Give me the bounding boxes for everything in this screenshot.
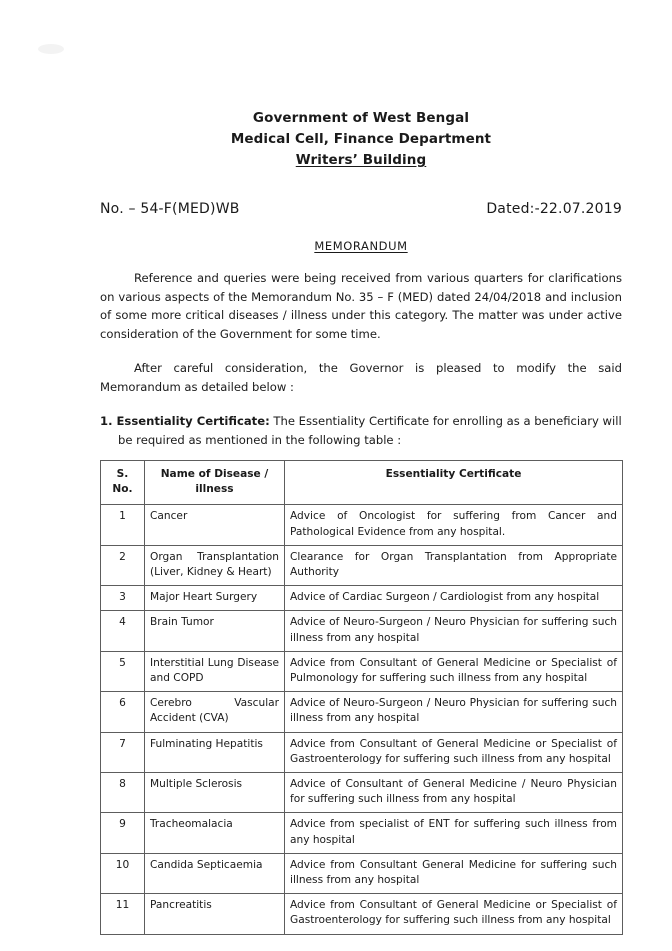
table-header-row [101, 461, 623, 505]
cell-certificate: Advice from Consultant of General Medicine or Specialist of Gastroenterology for suffering such illness from any hospital [285, 894, 623, 934]
section-text-first-line: The Essentiality Certificate for enrolling as a beneficiary will [269, 414, 622, 428]
cell-certificate: Advice of Cardiac Surgeon / Cardiologist from any hospital [285, 586, 623, 611]
cell-sno: 8 [101, 773, 145, 813]
cell-disease: Organ Transplantation (Liver, Kidney & Heart) [145, 545, 285, 585]
cell-disease: Major Heart Surgery [145, 586, 285, 611]
header-line-department: Medical Cell, Finance Department [230, 131, 492, 147]
cell-sno: 9 [101, 813, 145, 853]
header-line-government: Government of West Bengal [252, 110, 470, 126]
cell-sno: 7 [101, 732, 145, 772]
cell-certificate: Advice of Neuro-Surgeon / Neuro Physician for suffering such illness from any hospital [285, 611, 623, 651]
cell-certificate: Advice of Neuro-Surgeon / Neuro Physician for suffering such illness from any hospital [285, 692, 623, 732]
column-header-certificate: Essentiality Certificate [285, 461, 623, 505]
document-content [100, 108, 622, 935]
table-row [101, 813, 623, 853]
paragraph-reference: Reference and queries were being received from various quarters for clarifications on various aspects of the Memorandum No. 35 – F (MED) dated 24/04/2018 and inclusion of some more critical diseases / illness under this category. The matter was under active consideration of the Government for some time. [100, 271, 622, 341]
table-row [101, 894, 623, 934]
cell-certificate: Clearance for Organ Transplantation from Appropriate Authority [285, 545, 623, 585]
table-row [101, 611, 623, 651]
table-row [101, 505, 623, 545]
table-row [101, 773, 623, 813]
cell-disease: Multiple Sclerosis [145, 773, 285, 813]
paper-smudge [38, 44, 64, 54]
table-row [101, 732, 623, 772]
cell-disease: Fulminating Hepatitis [145, 732, 285, 772]
table-row [101, 692, 623, 732]
section-text-second-line: be required as mentioned in the following table : [118, 433, 402, 447]
cell-disease: Cancer [145, 505, 285, 545]
cell-sno: 11 [101, 894, 145, 934]
column-header-disease: Name of Disease / illness [145, 461, 285, 505]
cell-sno: 10 [101, 853, 145, 893]
essentiality-certificate-table [100, 460, 623, 935]
cell-certificate: Advice from Consultant General Medicine for suffering such illness from any hospital [285, 853, 623, 893]
cell-certificate: Advice from Consultant of General Medicine or Specialist of Pulmonology for suffering such illness from any hospital [285, 651, 623, 691]
column-header-sno: S. No. [101, 461, 145, 505]
cell-certificate: Advice of Oncologist for suffering from Cancer and Pathological Evidence from any hospital. [285, 505, 623, 545]
cell-disease: Candida Septicaemia [145, 853, 285, 893]
document-header [100, 108, 622, 171]
cell-sno: 6 [101, 692, 145, 732]
cell-disease: Cerebro Vascular Accident (CVA) [145, 692, 285, 732]
cell-disease: Brain Tumor [145, 611, 285, 651]
cell-disease: Tracheomalacia [145, 813, 285, 853]
reference-row [100, 201, 622, 217]
memo-date: Dated:-22.07.2019 [486, 201, 622, 217]
memorandum-title-text: MEMORANDUM [314, 239, 408, 253]
section-heading: 1. Essentiality Certificate: [100, 414, 270, 428]
table-row [101, 651, 623, 691]
cell-certificate: Advice from Consultant of General Medicine or Specialist of Gastroenterology for suffering such illness from any hospital [285, 732, 623, 772]
cell-sno: 5 [101, 651, 145, 691]
cell-certificate: Advice from specialist of ENT for suffering such illness from any hospital [285, 813, 623, 853]
cell-disease: Interstitial Lung Disease and COPD [145, 651, 285, 691]
cell-sno: 3 [101, 586, 145, 611]
section-essentiality-certificate [100, 412, 622, 450]
cell-sno: 2 [101, 545, 145, 585]
memo-number: No. – 54-F(MED)WB [100, 201, 240, 217]
cell-disease: Pancreatitis [145, 894, 285, 934]
cell-certificate: Advice of Consultant of General Medicine / Neuro Physician for suffering such illness from any hospital [285, 773, 623, 813]
paragraph-governor: After careful consideration, the Governor is pleased to modify the said Memorandum as detailed below : [100, 361, 622, 394]
table-row [101, 853, 623, 893]
memorandum-title [100, 239, 622, 253]
cell-sno: 1 [101, 505, 145, 545]
table-row [101, 586, 623, 611]
cell-sno: 4 [101, 611, 145, 651]
table-row [101, 545, 623, 585]
header-line-building: Writers’ Building [295, 152, 427, 168]
